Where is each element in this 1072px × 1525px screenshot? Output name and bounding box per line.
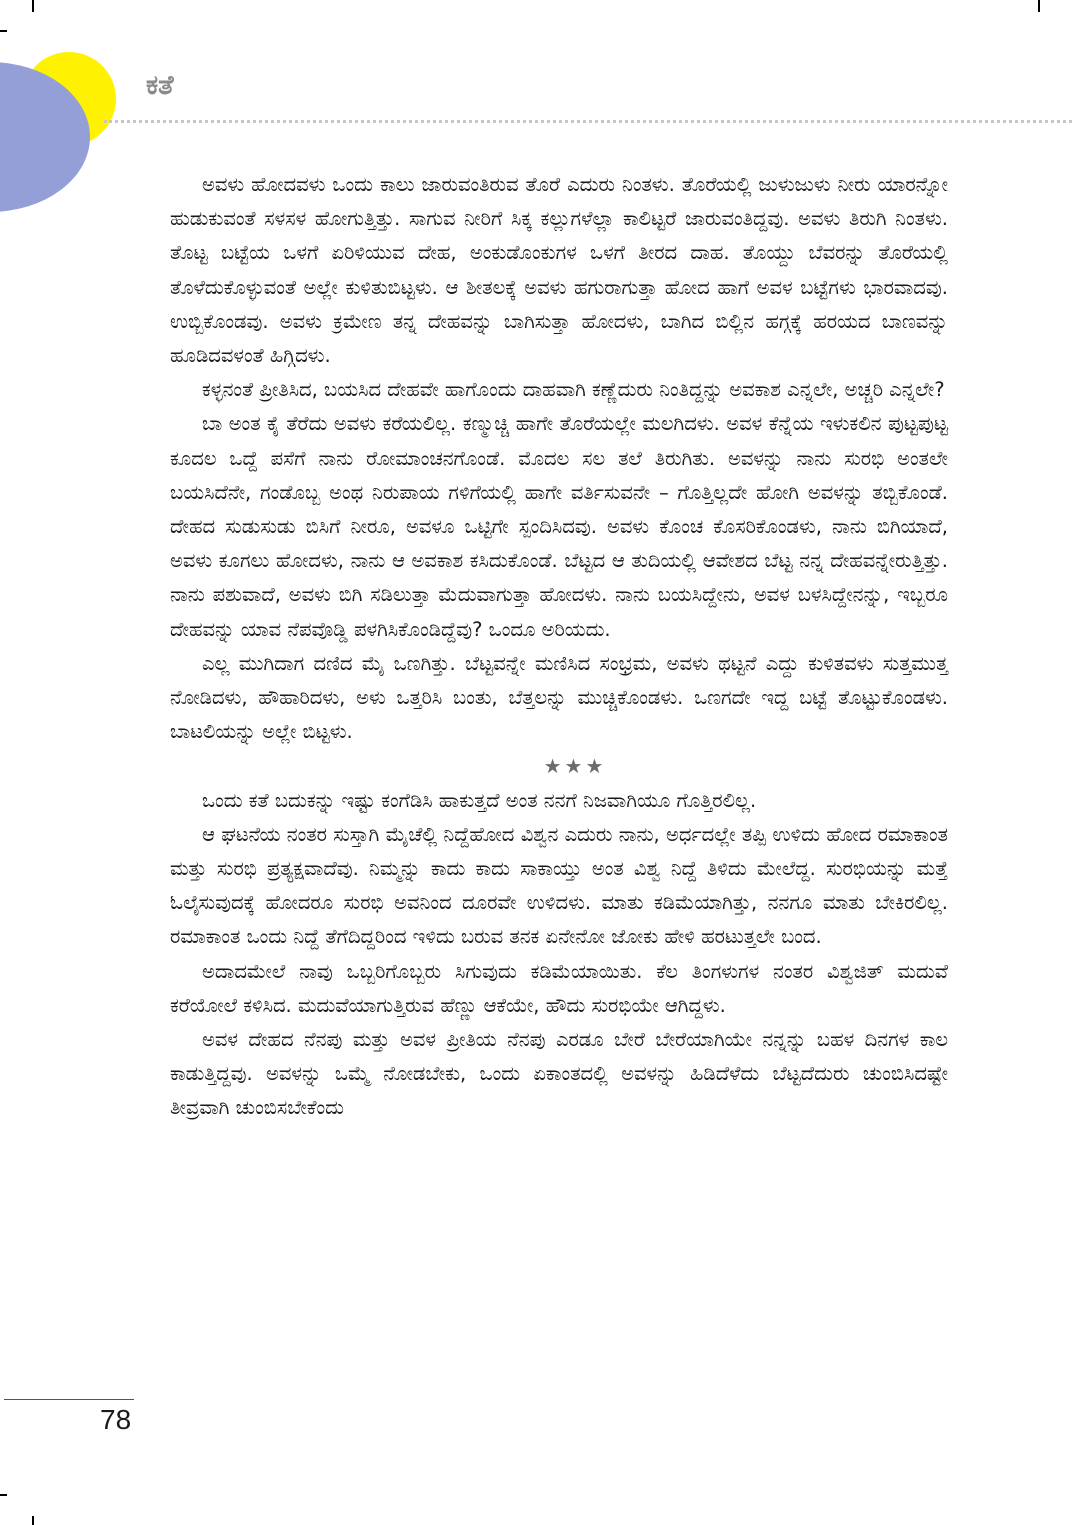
section-title: ಕತೆ [146, 70, 174, 101]
header-dotted-rule [104, 120, 1072, 123]
section-separator: ★★★ [543, 754, 607, 779]
story-text [170, 168, 948, 1126]
paragraph: ಕಳ್ಳನಂತೆ ಪ್ರೀತಿಸಿದ, ಬಯಸಿದ ದೇಹವೇ ಹಾಗೊಂದು ದಾಹವಾಗಿ ಕಣ್ಣೆದುರು ನಿಂತಿದ್ದನ್ನು ಅವಕಾಶ ಎನ್ನಲೇ, ಅಚ್ಚರಿ ಎನ್ನಲೇ? [202, 378, 945, 402]
crop-mark-top-right [1038, 0, 1040, 12]
crop-mark-left-upper [0, 30, 7, 32]
footer-rule [4, 1399, 134, 1400]
crop-mark-bottom-left [32, 1516, 34, 1525]
page-number: 78 [100, 1404, 132, 1435]
paragraph: ಅವಳ ದೇಹದ ನೆನಪು ಮತ್ತು ಅವಳ ಪ್ರೀತಿಯ ನೆನಪು ಎರಡೂ ಬೇರೆ ಬೇರೆಯಾಗಿಯೇ ನನ್ನನ್ನು ಬಹಳ ದಿನಗಳ ಕಾಲ ಕಾಡುತ್ತಿದ್ದವು. ಅವಳನ್ನು ಒಮ್ಮೆ ನೋಡಬೇಕು, ಒಂದು ಏಕಾಂತದಲ್ಲಿ ಅವಳನ್ನು ಹಿಡಿದೆಳೆದು ಬೆಟ್ಟದೆದುರು ಚುಂಬಿಸಿದಷ್ಟೇ ತೀವ್ರವಾಗಿ ಚುಂಬಿಸಬೇಕೆಂದು [170, 1028, 948, 1120]
crop-mark-top-left [32, 0, 34, 12]
paragraph: ಒಂದು ಕತೆ ಬದುಕನ್ನು ಇಷ್ಟು ಕಂಗೆಡಿಸಿ ಹಾಕುತ್ತದೆ ಅಂತ ನನಗೆ ನಿಜವಾಗಿಯೂ ಗೊತ್ತಿರಲಿಲ್ಲ. [202, 788, 757, 812]
paragraph: ಅದಾದಮೇಲೆ ನಾವು ಒಬ್ಬರಿಗೊಬ್ಬರು ಸಿಗುವುದು ಕಡಿಮೆಯಾಯಿತು. ಕೆಲ ತಿಂಗಳುಗಳ ನಂತರ ವಿಶ್ವಜಿತ್ ಮದುವೆ ಕರೆಯೋಲೆ ಕಳಿಸಿದ. ಮದುವೆಯಾಗುತ್ತಿರುವ ಹೆಣ್ಣು ಆಕೆಯೇ, ಹೌದು ಸುರಭಿಯೇ ಆಗಿದ್ದಳು. [170, 959, 948, 1017]
paragraph: ಅವಳು ಹೋದವಳು ಒಂದು ಕಾಲು ಜಾರುವಂತಿರುವ ತೊರೆ ಎದುರು ನಿಂತಳು. ತೊರೆಯಲ್ಲಿ ಜುಳುಜುಳು ನೀರು ಯಾರನ್ನೋ ಹುಡುಕುವಂತೆ ಸಳಸಳ ಹೋಗುತ್ತಿತ್ತು. ಸಾಗುವ ನೀರಿಗೆ ಸಿಕ್ಕ ಕಲ್ಲುಗಳೆಲ್ಲಾ ಕಾಲಿಟ್ಟರೆ ಜಾರುವಂತಿದ್ದವು. ಅವಳು ತಿರುಗಿ ನಿಂತಳು. ತೊಟ್ಟ ಬಟ್ಟೆಯ ಒಳಗೆ ಏರಿಳಿಯುವ ದೇಹ, ಅಂಕುಡೊಂಕುಗಳ ಒಳಗೆ ತೀರದ ದಾಹ. ತೊಯ್ದು ಬೆವರನ್ನು ತೊರೆಯಲ್ಲಿ ತೊಳೆದುಕೊಳ್ಳುವಂತೆ ಅಲ್ಲೇ ಕುಳಿತುಬಿಟ್ಟಳು. ಆ ಶೀತಲಕ್ಕೆ ಅವಳು ಹಗುರಾಗುತ್ತಾ ಹೋದ ಹಾಗೆ ಅವಳ ಬಟ್ಟೆಗಳು ಭಾರವಾದವು. ಉಬ್ಬಿಕೊಂಡವು. ಅವಳು ಕ್ರಮೇಣ ತನ್ನ ದೇಹವನ್ನು ಬಾಗಿಸುತ್ತಾ ಹೋದಳು, ಬಾಗಿದ ಬಿಲ್ಲಿನ ಹಗ್ಗಕ್ಕೆ ಹರಯದ ಬಾಣವನ್ನು ಹೂಡಿದವಳಂತೆ ಹಿಗ್ಗಿದಳು. [170, 173, 948, 368]
paragraph: ಎಲ್ಲ ಮುಗಿದಾಗ ದಣಿದ ಮೈ ಒಣಗಿತ್ತು. ಬೆಟ್ಟವನ್ನೇ ಮಣಿಸಿದ ಸಂಭ್ರಮ, ಅವಳು ಥಟ್ಟನೆ ಎದ್ದು ಕುಳಿತವಳು ಸುತ್ತಮುತ್ತ ನೋಡಿದಳು, ಹೌಹಾರಿದಳು, ಅಳು ಒತ್ತರಿಸಿ ಬಂತು, ಬೆತ್ತಲನ್ನು ಮುಚ್ಚಿಕೊಂಡಳು. ಒಣಗದೇ ಇದ್ದ ಬಟ್ಟೆ ತೊಟ್ಟುಕೊಂಡಳು. ಬಾಟಲಿಯನ್ನು ಅಲ್ಲೇ ಬಿಟ್ಟಳು. [170, 651, 948, 744]
crop-mark-left-lower [0, 1494, 7, 1496]
paragraph: ಬಾ ಅಂತ ಕೈ ತೆರೆದು ಅವಳು ಕರೆಯಲಿಲ್ಲ. ಕಣ್ಮುಚ್ಚಿ ಹಾಗೇ ತೊರೆಯಲ್ಲೇ ಮಲಗಿದಳು. ಅವಳ ಕೆನ್ನೆಯ ಇಳುಕಲಿನ ಪುಟ್ಟಪುಟ್ಟ ಕೂದಲ ಒದ್ದೆ ಪಸೆಗೆ ನಾನು ರೋಮಾಂಚನಗೊಂಡೆ. ಮೊದಲ ಸಲ ತಲೆ ತಿರುಗಿತು. ಅವಳನ್ನು ನಾನು ಸುರಭಿ ಅಂತಲೇ ಬಯಸಿದೆನೇ, ಗಂಡೊಬ್ಬ ಅಂಥ ನಿರುಪಾಯ ಗಳಿಗೆಯಲ್ಲಿ ಹಾಗೇ ವರ್ತಿಸುವನೇ – ಗೊತ್ತಿಲ್ಲದೇ ಹೋಗಿ ಅವಳನ್ನು ತಬ್ಬಿಕೊಂಡೆ. ದೇಹದ ಸುಡುಸುಡು ಬಿಸಿಗೆ ನೀರೂ, ಅವಳೂ ಒಟ್ಟಿಗೇ ಸ್ಪಂದಿಸಿದವು. ಅವಳು ಕೊಂಚ ಕೊಸರಿಕೊಂಡಳು, ನಾನು ಬಿಗಿಯಾದೆ, ಅವಳು ಕೂಗಲು ಹೋದಳು, ನಾನು ಆ ಅವಕಾಶ ಕಸಿದುಕೊಂಡೆ. ಬೆಟ್ಟದ ಆ ತುದಿಯಲ್ಲಿ ಆವೇಶದ ಬೆಟ್ಟ ನನ್ನ ದೇಹವನ್ನೇರುತ್ತಿತ್ತು. ನಾನು ಪಶುವಾದೆ, ಅವಳು ಬಿಗಿ ಸಡಿಲುತ್ತಾ ಮೆದುವಾಗುತ್ತಾ ಹೋದಳು. ನಾನು ಬಯಸಿದ್ದೇನು, ಅವಳ ಬಳಸಿದ್ದೇನನ್ನು, ಇಬ್ಬರೂ ದೇಹವನ್ನು ಯಾವ ನೆಪವೊಡ್ಡಿ ಪಳಗಿಸಿಕೊಂಡಿದ್ದೆವು? ಒಂದೂ ಅರಿಯದು. [170, 412, 948, 641]
paragraph: ಆ ಘಟನೆಯ ನಂತರ ಸುಸ್ತಾಗಿ ಮೈಚೆಲ್ಲಿ ನಿದ್ದೆಹೋದ ವಿಶ್ವನ ಎದುರು ನಾನು, ಅರ್ಧದಲ್ಲೇ ತಪ್ಪಿ ಉಳಿದು ಹೋದ ರಮಾಕಾಂತ ಮತ್ತು ಸುರಭಿ ಪ್ರತ್ಯಕ್ಷವಾದೆವು. ನಿಮ್ಮನ್ನು ಕಾದು ಕಾದು ಸಾಕಾಯ್ತು ಅಂತ ವಿಶ್ವ ನಿದ್ದೆ ತಿಳಿದು ಮೇಲೆದ್ದ. ಸುರಭಿಯನ್ನು ಮತ್ತೆ ಓಲೈಸುವುದಕ್ಕೆ ಹೋದರೂ ಸುರಭಿ ಅವನಿಂದ ದೂರವೇ ಉಳಿದಳು. ಮಾತು ಕಡಿಮೆಯಾಗಿತ್ತು, ನನಗೂ ಮಾತು ಬೇಕಿರಲಿಲ್ಲ. ರಮಾಕಾಂತ ಒಂದು ನಿದ್ದೆ ತೆಗೆದಿದ್ದರಿಂದ ಇಳಿದು ಬರುವ ತನಕ ಏನೇನೋ ಜೋಕು ಹೇಳಿ ಹರಟುತ್ತಲೇ ಬಂದ. [170, 822, 948, 949]
